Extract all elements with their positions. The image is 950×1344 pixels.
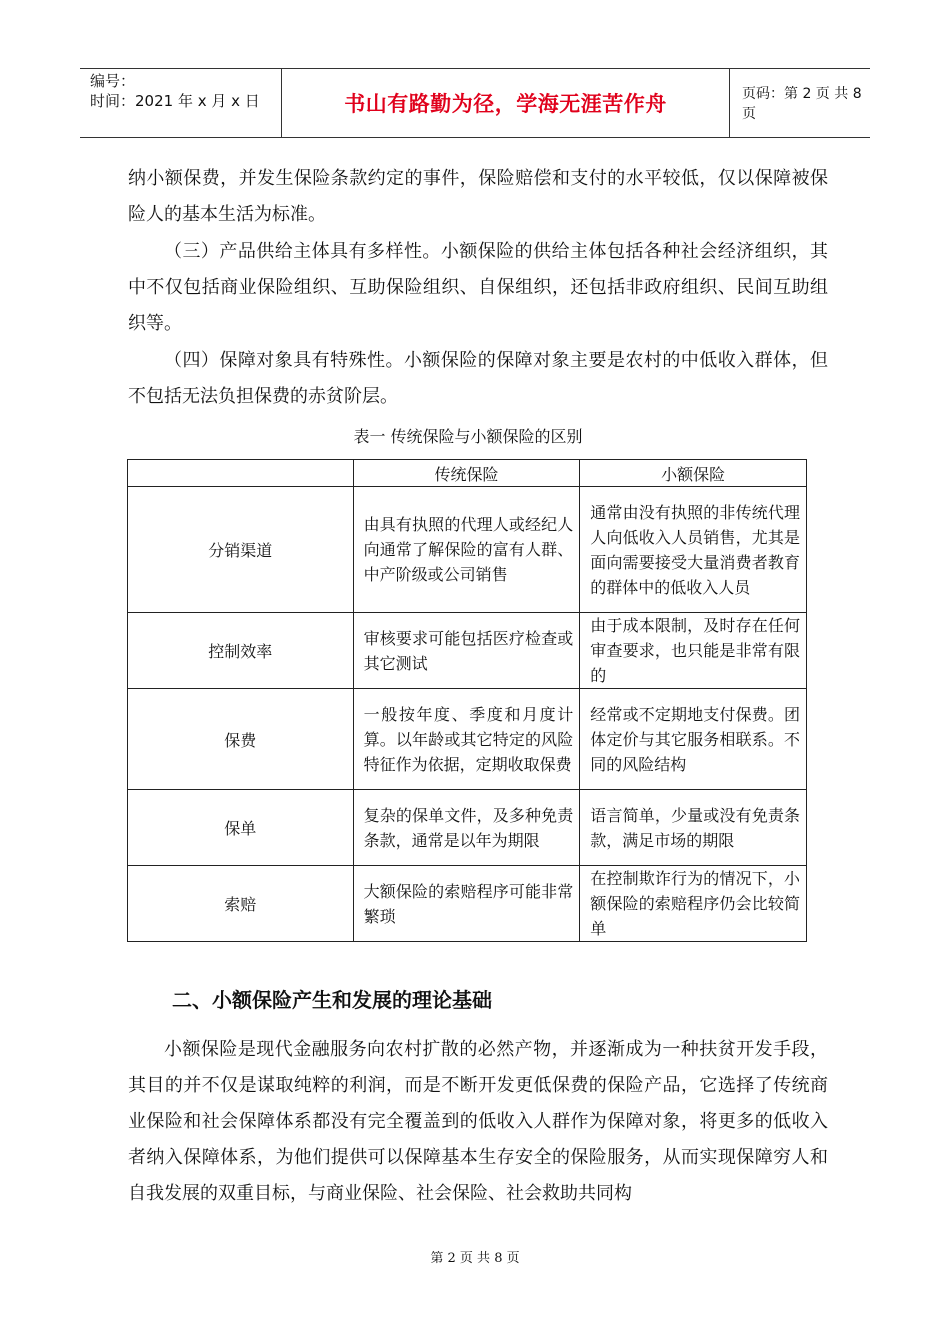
cell-traditional: 大额保险的索赔程序可能非常繁琐: [353, 866, 580, 942]
section-paragraph: 小额保险是现代金融服务向农村扩散的必然产物，并逐渐成为一种扶贫开发手段，其目的并不仅是谋取纯粹的利润，而是不断开发更低保费的保险产品，它选择了传统商业保险和社会保障体系都没有完全覆盖到的低收入人群作为保障对象，将更多的低收入者纳入保障体系，为他们提供可以保障基本生存安全的保险服务，从而实现保障穷人和自我发展的双重目标，与商业保险、社会保险、社会救助共同构: [128, 1039, 828, 1204]
row-label: 分销渠道: [128, 487, 354, 613]
code-label: 编号：: [90, 72, 136, 90]
table-row: [128, 866, 807, 942]
table-row: [128, 613, 807, 689]
header-page-info: 页码：第 2 页 共 8 页: [742, 86, 862, 122]
cell-micro: 通常由没有执照的非传统代理人向低收入人员销售，尤其是面向需要接受大量消费者教育的群体中的低收入人员: [580, 487, 807, 613]
cell-micro: 语言简单，少量或没有免责条款，满足市场的期限: [580, 790, 807, 866]
cell-micro: 由于成本限制，及时存在任何审查要求，也只能是非常有限的: [580, 613, 807, 689]
cell-traditional: 一般按年度、季度和月度计算。以年龄或其它特定的风险特征作为依据，定期收取保费: [353, 689, 580, 790]
paragraph-target-special: （四）保障对象具有特殊性。小额保险的保障对象主要是农村的中低收入群体，但不包括无法负担保费的赤贫阶层。: [128, 350, 828, 407]
header-traditional: 传统保险: [353, 460, 580, 487]
header-blank: [128, 460, 354, 487]
cell-micro: 在控制欺诈行为的情况下，小额保险的索赔程序仍会比较简单: [580, 866, 807, 942]
page-footer: 第 2 页 共 8 页: [430, 1251, 520, 1266]
time-label: 时间：2021 年 x 月 x 日: [90, 92, 260, 110]
comparison-table: [127, 459, 807, 942]
page-header: [80, 68, 870, 138]
cell-traditional: 复杂的保单文件，及多种免责条款，通常是以年为期限: [353, 790, 580, 866]
header-meta: [80, 69, 282, 137]
row-label: 保单: [128, 790, 354, 866]
table-row: [128, 689, 807, 790]
cell-micro: 经常或不定期地支付保费。团体定价与其它服务相联系。不同的风险结构: [580, 689, 807, 790]
section-heading: 二、小额保险产生和发展的理论基础: [172, 988, 492, 1012]
cell-traditional: 审核要求可能包括医疗检查或其它测试: [353, 613, 580, 689]
paragraph-supply-diversity: （三）产品供给主体具有多样性。小额保险的供给主体包括各种社会经济组织，其中不仅包括商业保险组织、互助保险组织、自保组织，还包括非政府组织、民间互助组织等。: [128, 241, 828, 334]
header-motto: 书山有路勤为径，学海无涯苦作舟: [282, 69, 730, 137]
paragraph-continued: 纳小额保费，并发生保险条款约定的事件，保险赔偿和支付的水平较低，仅以保障被保险人的基本生活为标准。: [128, 168, 828, 225]
row-label: 控制效率: [128, 613, 354, 689]
table-row: [128, 790, 807, 866]
row-label: 索赔: [128, 866, 354, 942]
table-row: [128, 487, 807, 613]
table-caption: 表一 传统保险与小额保险的区别: [353, 427, 583, 446]
header-micro: 小额保险: [580, 460, 807, 487]
table-header-row: [128, 460, 807, 487]
cell-traditional: 由具有执照的代理人或经纪人向通常了解保险的富有人群、中产阶级或公司销售: [353, 487, 580, 613]
row-label: 保费: [128, 689, 354, 790]
